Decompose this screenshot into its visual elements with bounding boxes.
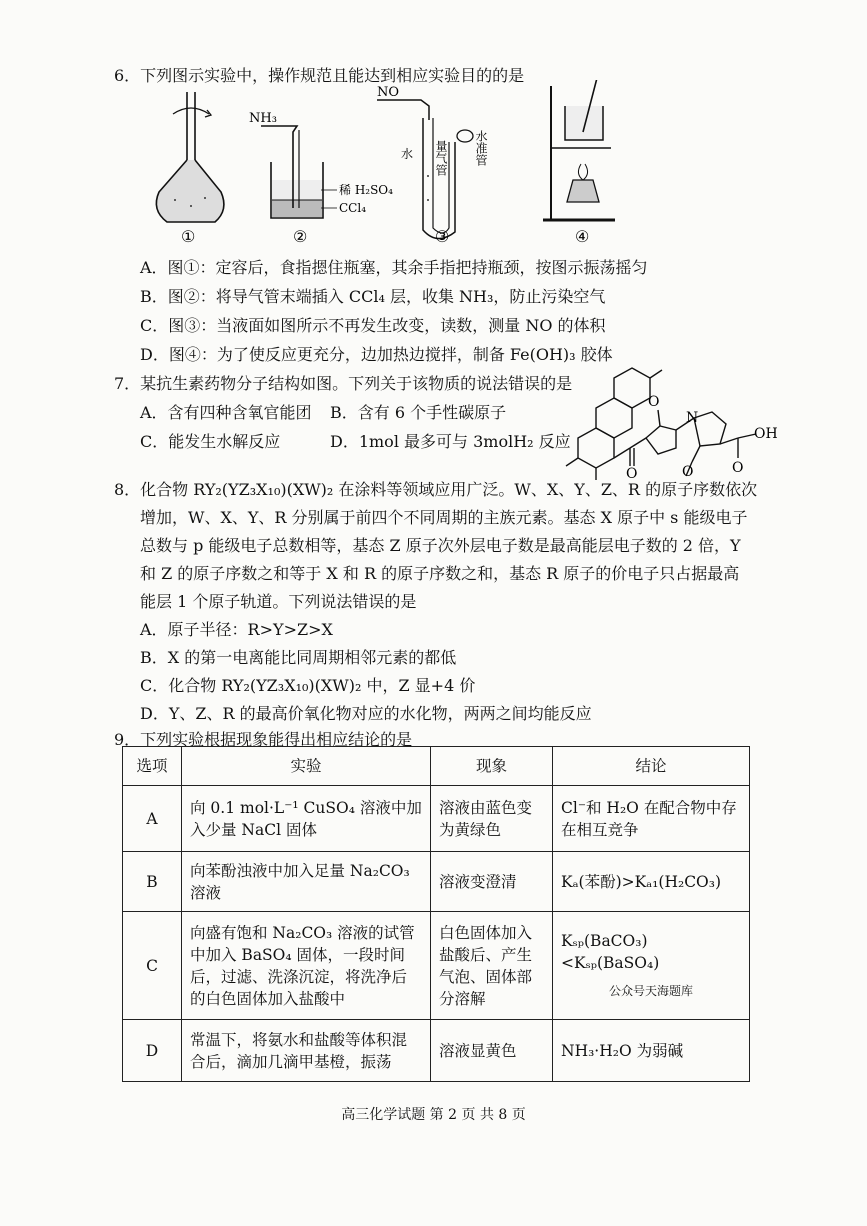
nh3-label: NH₃ <box>249 111 277 126</box>
fig-label-2: ② <box>293 227 308 246</box>
fig-label-1: ① <box>181 227 196 246</box>
table-row <box>123 786 750 852</box>
q8-stem-line-2: 增加，W、X、Y、R 分别属于前四个不同周期的主族元素。基态 X 原子中 s 能级电子 <box>140 508 748 527</box>
measuring-tube-label: 量气管 <box>434 140 448 176</box>
q6-option-b: B．图②：将导气管末端插入 CCl₄ 层，收集 NH₃，防止污染空气 <box>140 287 606 306</box>
heating-stand-icon <box>543 80 615 220</box>
level-tube-label: 水准管 <box>474 130 488 166</box>
row-a-experiment: 向 0.1 mol·L⁻¹ CuSO₄ 溶液中加入少量 NaCl 固体 <box>182 786 431 852</box>
volumetric-flask-icon <box>156 92 224 222</box>
header-conclusion: 结论 <box>553 747 750 786</box>
q6-option-a: A．图①：定容后，食指摁住瓶塞，其余手指把持瓶颈，按图示振荡摇匀 <box>140 258 648 277</box>
q7-option-c: C．能发生水解反应 <box>140 432 281 451</box>
row-c-experiment: 向盛有饱和 Na₂CO₃ 溶液的试管中加入 BaSO₄ 固体，一段时间后，过滤、洗涤沉淀，将洗净后的白色固体加入盐酸中 <box>182 912 431 1020</box>
q6-option-c: C．图③：当液面如图所示不再发生改变，读数，测量 NO 的体积 <box>140 316 606 335</box>
q7-stem: 7．某抗生素药物分子结构如图。下列关于该物质的说法错误的是 <box>114 374 573 393</box>
header-option: 选项 <box>123 747 182 786</box>
row-a-conclusion: Cl⁻和 H₂O 在配合物中存在相互竞争 <box>553 786 750 852</box>
mol-n: N <box>686 410 699 426</box>
page-footer: 高三化学试题 第 2 页 共 8 页 <box>341 1107 526 1123</box>
mol-oh: OH <box>754 426 778 442</box>
no-label: NO <box>377 85 400 100</box>
q6-option-d: D．图④：为了使反应更充分，边加热边搅拌，制备 Fe(OH)₃ 胶体 <box>140 345 613 364</box>
water-label: 水 <box>401 147 414 161</box>
row-d-experiment: 常温下，将氨水和盐酸等体积混合后，滴加几滴甲基橙，振荡 <box>182 1020 431 1082</box>
mol-o2: O <box>626 466 638 482</box>
mol-o4: O <box>732 460 744 476</box>
q8-stem-line-4: 和 Z 的原子序数之和等于 X 和 R 的原子序数之和，基态 R 原子的价电子只占据最高 <box>140 564 740 583</box>
mol-o3: O <box>682 464 694 480</box>
header-experiment: 实验 <box>182 747 431 786</box>
q8-option-a: A．原子半径：R>Y>Z>X <box>140 620 333 639</box>
fig-label-3: ③ <box>435 227 450 246</box>
watermark-text: 公众号天海题库 <box>608 983 693 998</box>
ccl4-label: CCl₄ <box>339 201 367 215</box>
q8-stem-line-5: 能层 1 个原子轨道。下列说法错误的是 <box>140 592 417 611</box>
row-c-conclusion-text: Kₛₚ(BaCO₃)<Kₛₚ(BaSO₄) <box>561 931 660 972</box>
table-header-row <box>123 747 750 786</box>
q7-option-d: D．1mol 最多可与 3molH₂ 反应 <box>330 432 571 451</box>
row-a-phenomenon: 溶液由蓝色变为黄绿色 <box>431 786 553 852</box>
beaker-icon <box>261 126 337 218</box>
row-b-option: B <box>123 852 182 912</box>
row-a-option: A <box>123 786 182 852</box>
q8-stem-line-3: 总数与 p 能级电子总数相等，基态 Z 原子次外层电子数是最高能层电子数的 2 倍，Y <box>140 536 741 555</box>
row-b-conclusion: Kₐ(苯酚)>Kₐ₁(H₂CO₃) <box>553 852 750 912</box>
q6-apparatus-figure <box>145 80 645 270</box>
fig-label-4: ④ <box>575 227 590 246</box>
row-b-experiment: 向苯酚浊液中加入足量 Na₂CO₃ 溶液 <box>182 852 431 912</box>
mol-o1: O <box>648 394 660 410</box>
antibiotic-molecule-figure <box>562 364 782 484</box>
row-c-phenomenon: 白色固体加入盐酸后、产生气泡、固体部分溶解 <box>431 912 553 1020</box>
row-c-option: C <box>123 912 182 1020</box>
table-row <box>123 852 750 912</box>
gas-burette-icon <box>377 100 473 239</box>
h2so4-label: 稀 H₂SO₄ <box>339 183 393 197</box>
header-phenomenon: 现象 <box>431 747 553 786</box>
q8-option-c: C．化合物 RY₂(YZ₃X₁₀)(XW)₂ 中，Z 显+4 价 <box>140 676 476 695</box>
row-d-phenomenon: 溶液显黄色 <box>431 1020 553 1082</box>
row-c-conclusion <box>553 912 750 1020</box>
q6-stem: 6．下列图示实验中，操作规范且能达到相应实验目的的是 <box>114 66 525 85</box>
table-row <box>123 912 750 1020</box>
q9-experiment-table <box>122 746 750 1082</box>
row-d-option: D <box>123 1020 182 1082</box>
row-d-conclusion: NH₃·H₂O 为弱碱 <box>553 1020 750 1082</box>
q8-option-b: B．X 的第一电离能比同周期相邻元素的都低 <box>140 648 457 667</box>
q7-option-b: B．含有 6 个手性碳原子 <box>330 403 507 422</box>
q7-option-a: A．含有四种含氧官能团 <box>140 403 312 422</box>
q9-stem: 9．下列实验根据现象能得出相应结论的是 <box>114 730 413 749</box>
row-b-phenomenon: 溶液变澄清 <box>431 852 553 912</box>
q8-option-d: D．Y、Z、R 的最高价氧化物对应的水化物，两两之间均能反应 <box>140 704 592 723</box>
q8-stem-line-1: 8．化合物 RY₂(YZ₃X₁₀)(XW)₂ 在涂料等领域应用广泛。W、X、Y、Z、R 的原子序数依次 <box>114 480 758 499</box>
table-row <box>123 1020 750 1082</box>
